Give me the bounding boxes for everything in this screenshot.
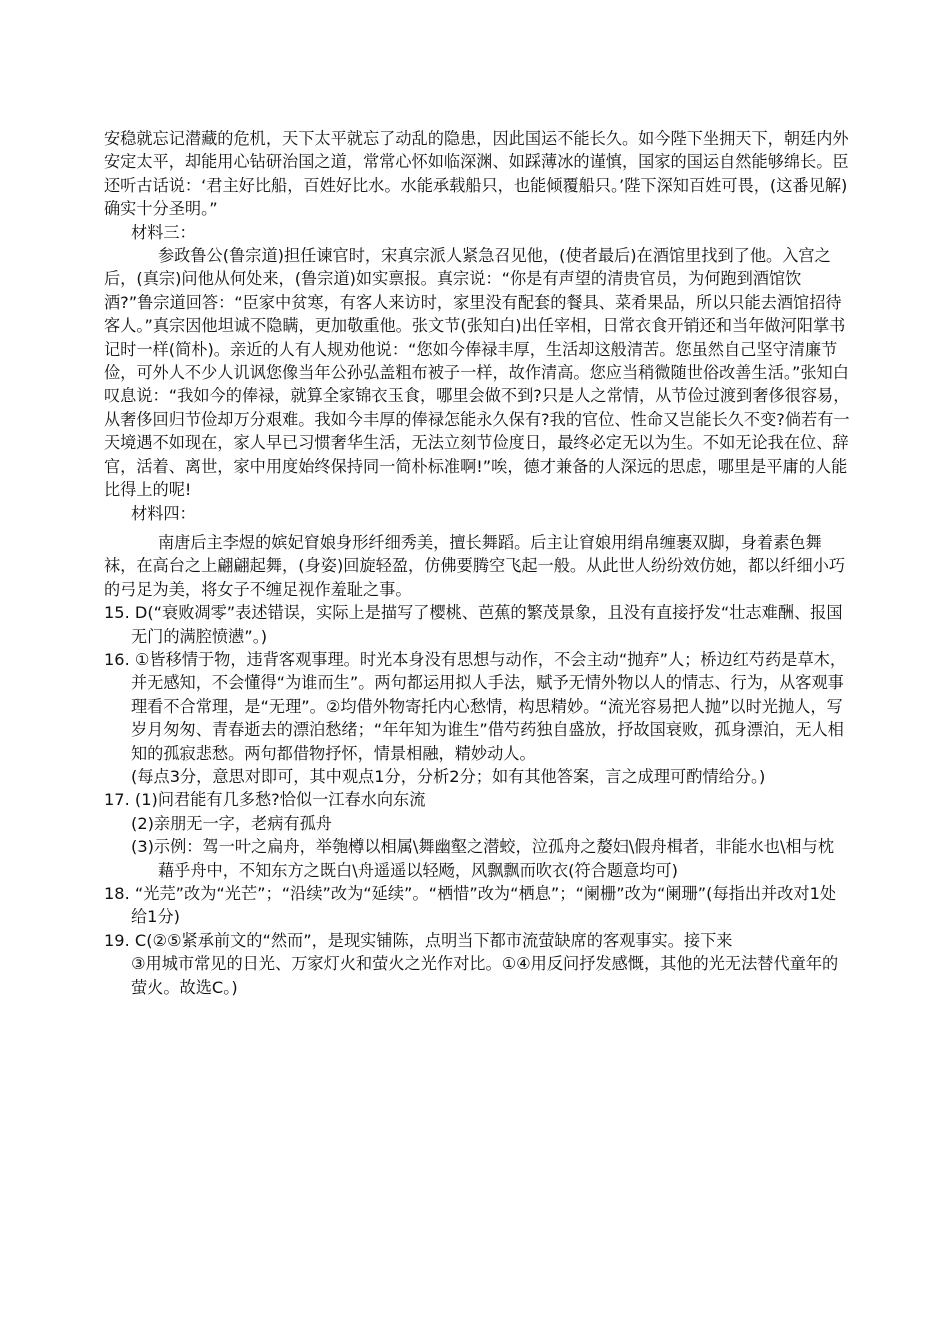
material2-tail: 安稳就忘记潜藏的危机，天下太平就忘了动乱的隐患，因此国运不能长久。如今陛下坐拥天下，朝廷内外安定太平，却能用心钻研治国之道，常常心怀如临深渊、如踩薄冰的谨慎，国家的国运自然能够绵长。臣还听古话说：‘君主好比船，百姓好比水。水能承载船只，也能倾覆船只。’陛下深知百姓可畏，(这番见解)确实十分圣明。” [104,129,849,219]
answer-15: 15. D(“衰败凋零”表述错误，实际上是描写了樱桃、芭蕉的繁茂景象，且没有直接抒发“壮志难酬、报国无门的满腔愤懑”。) [104,603,843,646]
answer-19-b: ③用城市常见的日光、万家灯火和萤火之光作对比。①④用反问抒发感慨，其他的光无法替代童年的萤火。故选C。) [131,954,839,997]
answer-16: 16. ①皆移情于物，违背客观事理。时光本身没有思想与动作，不会主动“抛弃”人；桥边红芍药是草木，并无感知，不会懂得“为谁而生”。两句都运用拟人手法，赋予无情外物以人的情志、行为，从客观事理看不合常理，是“无理”。②均借外物寄托内心愁情，构思精妙。“流光容易把人抛”以时光抛人，写岁月匆匆、青春逝去的漂泊愁绪；“年年知为谁生”借芍药独自盛放，抒故国衰败，孤身漂泊，无人相知的孤寂悲愁。两句都借物抒怀，情景相融，精妙动人。 [104,649,847,763]
answer-17-2: (2)亲朋无一字，老病有孤舟 [131,813,332,833]
answer-17-3: (3)示例：驾一叶之扁舟，举匏樽以相属\舞幽壑之潜蛟，泣孤舟之嫠妇\假舟楫者，非能水也\相与枕藉乎舟中，不知东方之既白\舟遥遥以轻飏，风飘飘而吹衣(符合题意均可) [131,837,834,880]
answer-17-1: 17. (1)问君能有几多愁?恰似一江春水向东流 [104,790,426,810]
material4-label: 材料四： [131,503,196,523]
material4-text: 南唐后主李煜的嫔妃窅娘身形纤细秀美，擅长舞蹈。后主让窅娘用绢帛缠裹双脚，身着素色舞袜，在高台之上翩翩起舞，(身姿)回旋轻盈，仿佛要腾空飞起一般。从此世人纷纷效仿她，都以纤细小巧的弓足为美，将女子不缠足视作羞耻之事。 [104,532,846,599]
material3-text: 参政鲁公(鲁宗道)担任谏官时，宋真宗派人紧急召见他，(使者最后)在酒馆里找到了他。入宫之后，(真宗)问他从何处来，(鲁宗道)如实禀报。真宗说：“你是有声望的清贵官员，为何跑到酒馆饮酒?”鲁宗道回答：“臣家中贫寒，有客人来访时，家里没有配套的餐具、菜肴果品，所以只能去酒馆招待客人。”真宗因他坦诚不隐瞒，更加敬重他。张文节(张知白)出任宰相，日常衣食开销还和当年做河阳掌书记时一样(简朴)。亲近的人有人规劝他说：“您如今俸禄丰厚，生活却这般清苦。您虽然自己坚守清廉节俭，可外人不少人讥讽您像当年公孙弘盖粗布被子一样，故作清高。您应当稍微随世俗改善生活。”张知白叹息说：“我如今的俸禄，就算全家锦衣玉食，哪里会做不到?只是人之常情，从节俭过渡到奢侈很容易，从奢侈回归节俭却万分艰难。我如今丰厚的俸禄怎能永久保有?我的官位、性命又岂能长久不变?倘若有一天境遇不如现在，家人早已习惯奢华生活，无法立刻节俭度日，最终必定无以为生。不如无论我在位、辞官，活着、离世，家中用度始终保持同一简朴标准啊!”唉，德才兼备的人深远的思虑，哪里是平庸的人能比得上的呢! [104,246,850,500]
answer-18: 18. “光芫”改为“光芒”；“沿续”改为“延续”。“栖惜”改为“栖息”；“阑栅”改为“阑珊”(每指出并改对1处给1分) [104,884,837,927]
answer-content [104,127,850,999]
material3-label: 材料三： [131,222,196,242]
answer-19-a: 19. C(②⑤紧承前文的“然而”，是现实铺陈，点明当下都市流萤缺席的客观事实。接下来 [104,930,733,950]
answer-16-note: (每点3分，意思对即可，其中观点1分，分析2分；如有其他答案，言之成理可酌情给分。) [131,766,766,786]
